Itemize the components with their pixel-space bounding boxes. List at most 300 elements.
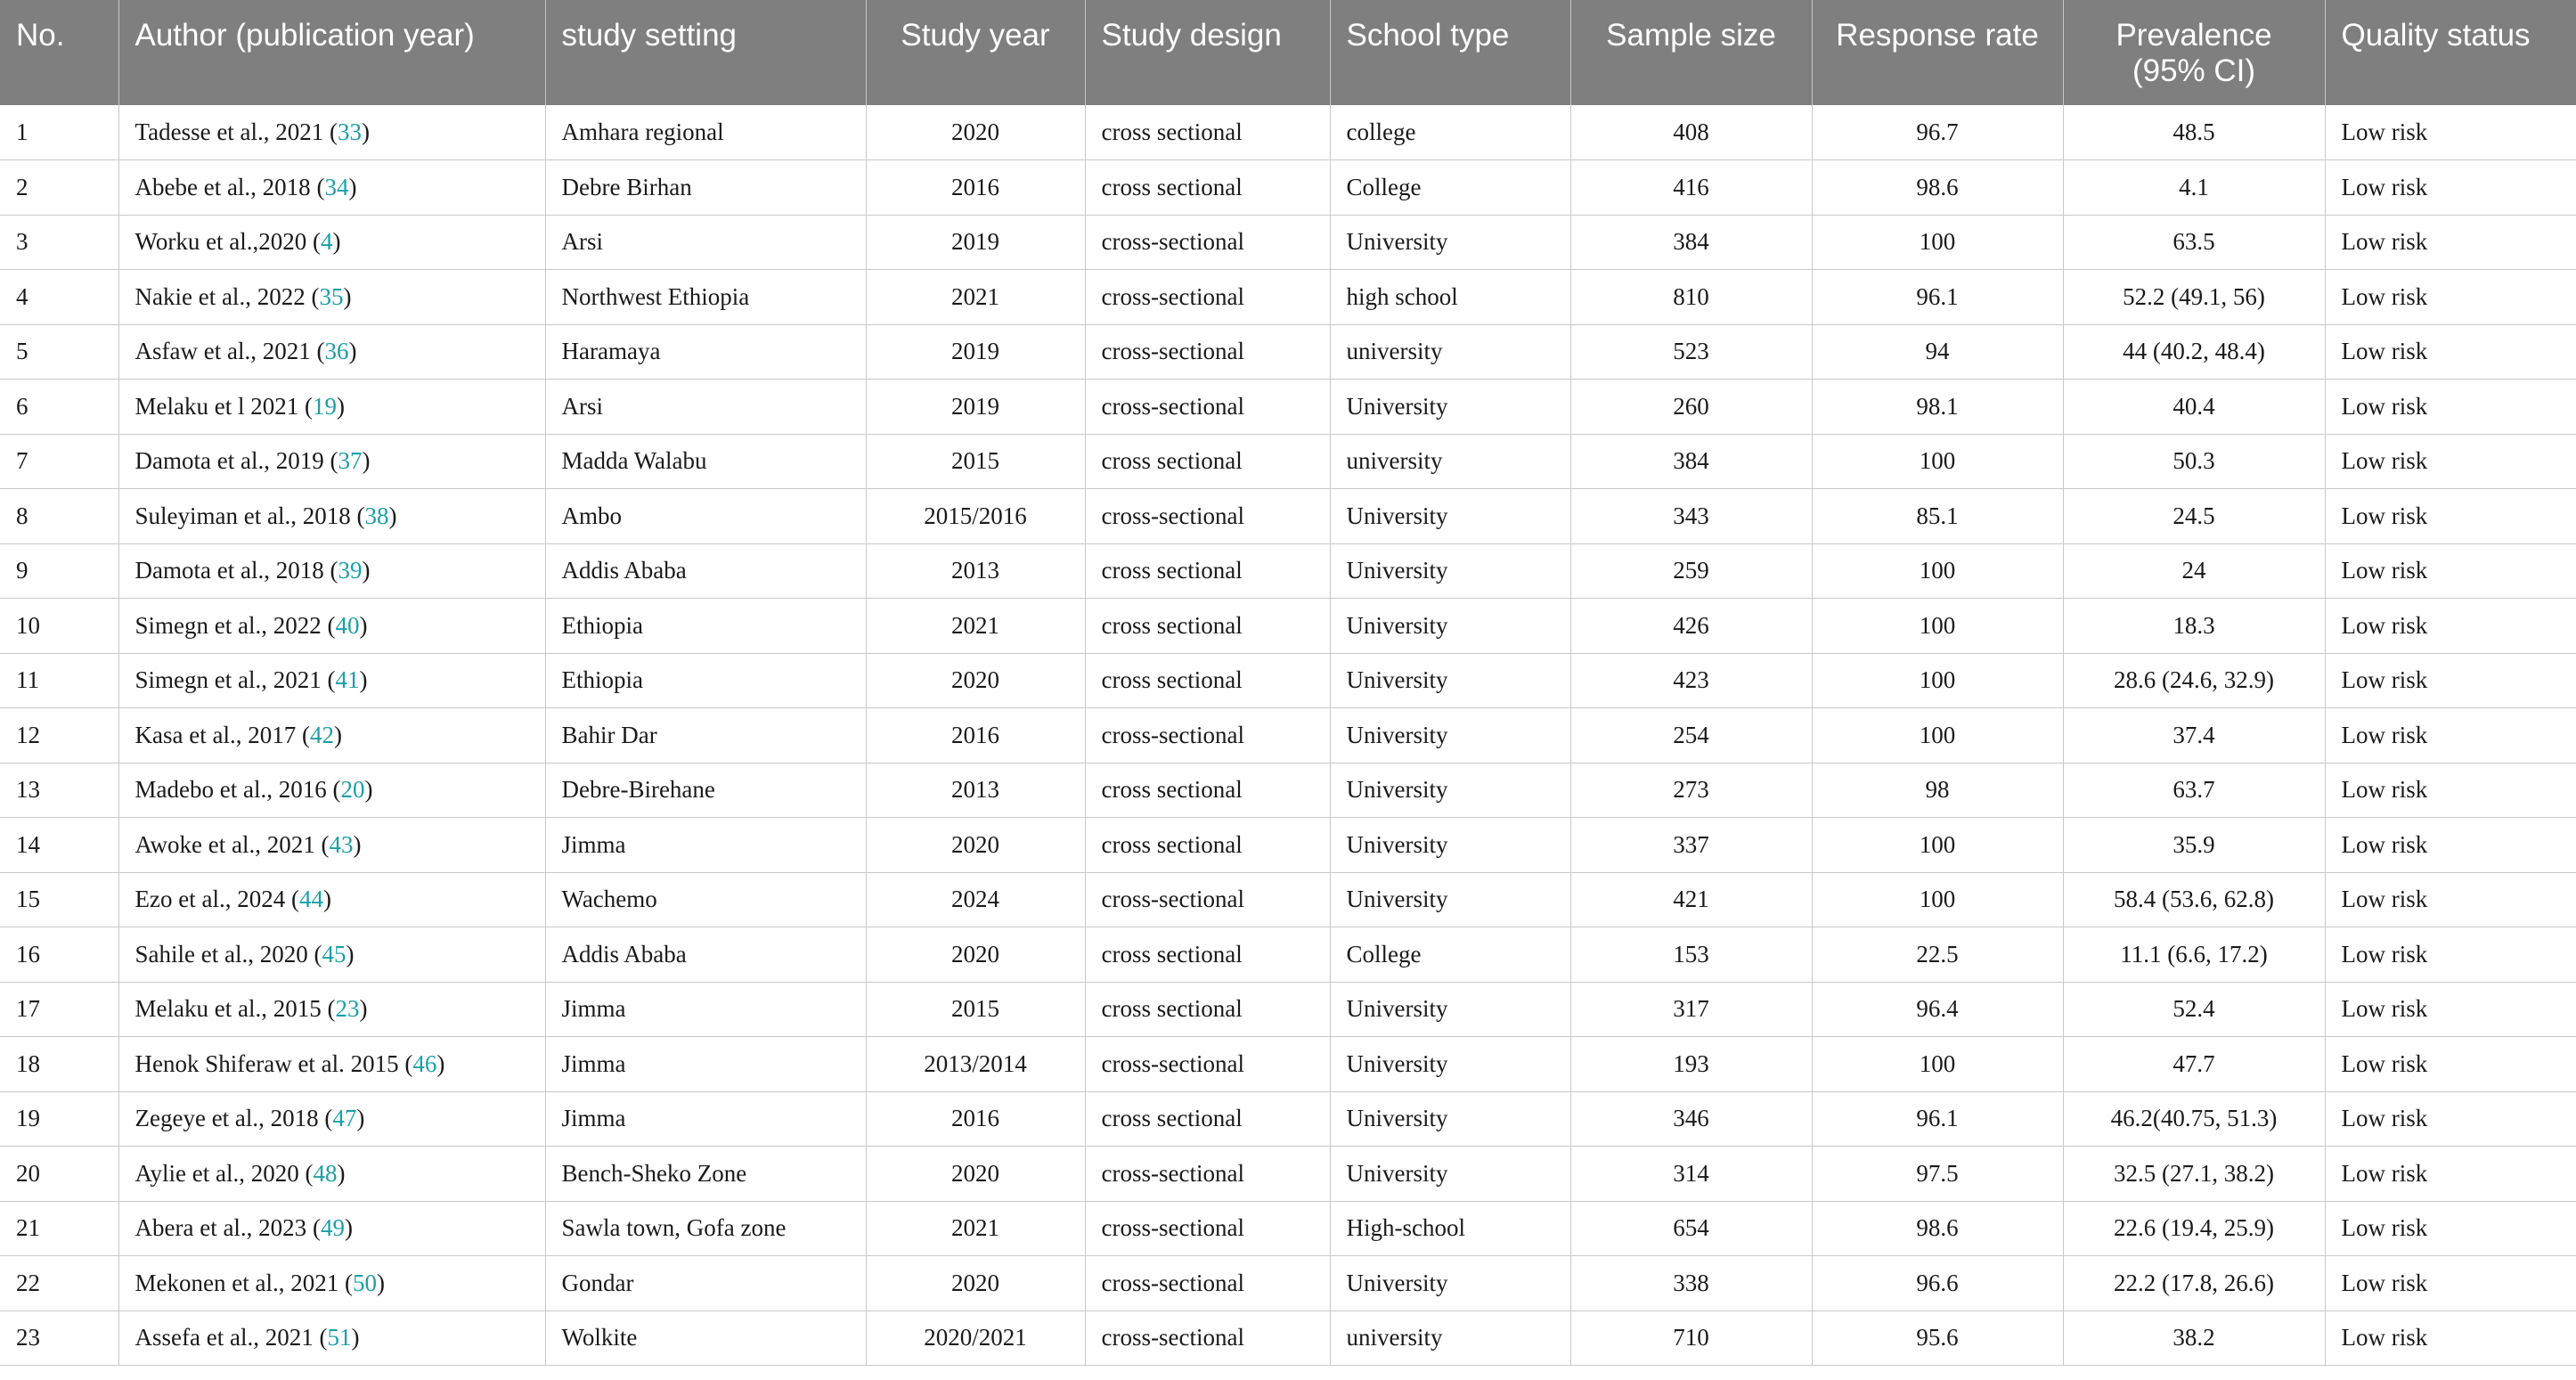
cell-setting: Arsi [545,215,866,270]
table-row [0,215,2576,270]
cell-quality: Low risk [2325,215,2576,270]
cell-response-rate: 98.6 [1812,1201,2063,1256]
cell-author: Damota et al., 2018 (39) [118,543,545,599]
cell-setting: Addis Ababa [545,927,866,983]
cell-school-type: University [1330,599,1570,654]
cell-response-rate: 100 [1812,1037,2063,1092]
cell-prevalence: 40.4 [2063,380,2325,435]
cell-setting: Ambo [545,489,866,544]
cell-school-type: University [1330,708,1570,763]
cell-author: Worku et al.,2020 (4) [118,215,545,270]
cell-no: 11 [0,653,118,708]
cell-author: Zegeye et al., 2018 (47) [118,1091,545,1147]
cell-school-type: University [1330,872,1570,927]
cell-design: cross sectional [1085,1091,1330,1147]
cell-author: Nakie et al., 2022 (35) [118,270,545,325]
cell-school-type: college [1330,105,1570,160]
cell-setting: Arsi [545,380,866,435]
cell-study-year: 2019 [866,324,1085,380]
cell-sample-size: 710 [1570,1311,1812,1366]
cell-prevalence: 24 [2063,543,2325,599]
cell-sample-size: 338 [1570,1256,1812,1311]
cell-study-year: 2020 [866,105,1085,160]
cell-quality: Low risk [2325,818,2576,873]
cell-no: 1 [0,105,118,160]
cell-author: Aylie et al., 2020 (48) [118,1147,545,1202]
cell-setting: Ethiopia [545,599,866,654]
reference-link[interactable]: 4 [321,228,333,256]
header-study-year: Study year [866,0,1085,105]
author-text: Tadesse et al., 2021 [135,118,324,145]
table-row [0,380,2576,435]
reference-link[interactable]: 37 [338,447,363,475]
cell-author: Henok Shiferaw et al. 2015 (46) [118,1037,545,1092]
author-text: Simegn et al., 2021 [135,666,322,694]
cell-quality: Low risk [2325,1256,2576,1311]
cell-setting: Gondar [545,1256,866,1311]
cell-author: Awoke et al., 2021 (43) [118,818,545,873]
cell-setting: Wachemo [545,872,866,927]
cell-design: cross-sectional [1085,215,1330,270]
cell-school-type: University [1330,1037,1570,1092]
cell-prevalence: 22.2 (17.8, 26.6) [2063,1256,2325,1311]
cell-prevalence: 18.3 [2063,599,2325,654]
table-body [0,105,2576,1366]
cell-design: cross-sectional [1085,708,1330,763]
cell-response-rate: 94 [1812,324,2063,380]
header-author: Author (publication year) [118,0,545,105]
author-text: Awoke et al., 2021 [135,830,315,858]
cell-no: 23 [0,1311,118,1366]
cell-sample-size: 260 [1570,380,1812,435]
cell-no: 20 [0,1147,118,1202]
cell-author: Melaku et l 2021 (19) [118,380,545,435]
table-row [0,653,2576,708]
cell-design: cross sectional [1085,599,1330,654]
table-row [0,927,2576,983]
cell-author: Melaku et al., 2015 (23) [118,982,545,1037]
cell-sample-size: 810 [1570,270,1812,325]
cell-school-type: university [1330,1311,1570,1366]
cell-setting: Bench-Sheko Zone [545,1147,866,1202]
cell-prevalence: 47.7 [2063,1037,2325,1092]
cell-response-rate: 100 [1812,653,2063,708]
cell-setting: Jimma [545,982,866,1037]
cell-sample-size: 421 [1570,872,1812,927]
cell-response-rate: 100 [1812,543,2063,599]
reference-link[interactable]: 19 [312,392,337,420]
author-text: Aylie et al., 2020 [135,1159,299,1187]
cell-setting: Jimma [545,1091,866,1147]
cell-prevalence: 52.4 [2063,982,2325,1037]
cell-author: Ezo et al., 2024 (44) [118,872,545,927]
header-no: No. [0,0,118,105]
reference-link[interactable]: 48 [313,1159,338,1187]
header-school-type: School type [1330,0,1570,105]
cell-school-type: College [1330,927,1570,983]
cell-prevalence: 24.5 [2063,489,2325,544]
cell-school-type: University [1330,1091,1570,1147]
cell-author: Abebe et al., 2018 (34) [118,160,545,216]
cell-setting: Addis Ababa [545,543,866,599]
cell-quality: Low risk [2325,1147,2576,1202]
cell-no: 16 [0,927,118,983]
reference-link[interactable]: 51 [327,1324,352,1351]
cell-design: cross sectional [1085,434,1330,489]
reference-link[interactable]: 49 [320,1214,345,1242]
cell-study-year: 2016 [866,708,1085,763]
cell-design: cross-sectional [1085,1311,1330,1366]
cell-setting: Sawla town, Gofa zone [545,1201,866,1256]
cell-study-year: 2021 [866,270,1085,325]
cell-setting: Debre-Birehane [545,763,866,818]
reference-link[interactable]: 40 [335,611,360,639]
cell-study-year: 2015 [866,434,1085,489]
cell-design: cross-sectional [1085,324,1330,380]
cell-sample-size: 259 [1570,543,1812,599]
cell-no: 18 [0,1037,118,1092]
cell-no: 19 [0,1091,118,1147]
cell-quality: Low risk [2325,1037,2576,1092]
author-text: Zegeye et al., 2018 [135,1105,319,1132]
cell-no: 7 [0,434,118,489]
cell-prevalence: 35.9 [2063,818,2325,873]
cell-sample-size: 384 [1570,215,1812,270]
cell-quality: Low risk [2325,160,2576,216]
cell-sample-size: 416 [1570,160,1812,216]
author-text: Abebe et al., 2018 [135,173,311,200]
cell-sample-size: 254 [1570,708,1812,763]
author-text: Damota et al., 2019 [135,447,324,475]
cell-no: 10 [0,599,118,654]
cell-study-year: 2024 [866,872,1085,927]
cell-author: Abera et al., 2023 (49) [118,1201,545,1256]
cell-study-year: 2013 [866,543,1085,599]
cell-school-type: university [1330,434,1570,489]
cell-school-type: College [1330,160,1570,216]
cell-no: 8 [0,489,118,544]
table-row [0,1037,2576,1092]
cell-response-rate: 96.4 [1812,982,2063,1037]
cell-prevalence: 63.7 [2063,763,2325,818]
cell-study-year: 2020 [866,927,1085,983]
cell-response-rate: 22.5 [1812,927,2063,983]
cell-quality: Low risk [2325,599,2576,654]
cell-sample-size: 346 [1570,1091,1812,1147]
author-text: Worku et al.,2020 [135,228,307,256]
cell-no: 14 [0,818,118,873]
cell-quality: Low risk [2325,1091,2576,1147]
table-row [0,1091,2576,1147]
cell-design: cross-sectional [1085,1037,1330,1092]
cell-setting: Jimma [545,818,866,873]
table-row [0,324,2576,380]
cell-school-type: university [1330,324,1570,380]
cell-quality: Low risk [2325,872,2576,927]
reference-link[interactable]: 36 [324,338,349,365]
cell-setting: Madda Walabu [545,434,866,489]
cell-sample-size: 337 [1570,818,1812,873]
reference-link[interactable]: 35 [319,282,344,310]
table-row [0,982,2576,1037]
cell-study-year: 2016 [866,160,1085,216]
cell-quality: Low risk [2325,324,2576,380]
cell-quality: Low risk [2325,982,2576,1037]
reference-link[interactable]: 44 [298,886,323,913]
cell-study-year: 2020/2021 [866,1311,1085,1366]
cell-setting: Wolkite [545,1311,866,1366]
cell-response-rate: 100 [1812,434,2063,489]
cell-response-rate: 100 [1812,818,2063,873]
cell-prevalence: 58.4 (53.6, 62.8) [2063,872,2325,927]
cell-study-year: 2021 [866,599,1085,654]
cell-school-type: University [1330,1147,1570,1202]
reference-link[interactable]: 42 [309,721,334,748]
cell-no: 9 [0,543,118,599]
cell-setting: Bahir Dar [545,708,866,763]
cell-author: Damota et al., 2019 (37) [118,434,545,489]
reference-link[interactable]: 39 [338,557,363,584]
author-text: Simegn et al., 2022 [135,611,322,639]
reference-link[interactable]: 47 [332,1105,357,1132]
author-text: Mekonen et al., 2021 [135,1269,339,1296]
cell-quality: Low risk [2325,927,2576,983]
cell-prevalence: 37.4 [2063,708,2325,763]
header-design: Study design [1085,0,1330,105]
cell-author: Mekonen et al., 2021 (50) [118,1256,545,1311]
cell-school-type: University [1330,380,1570,435]
cell-no: 17 [0,982,118,1037]
cell-design: cross sectional [1085,982,1330,1037]
cell-study-year: 2020 [866,653,1085,708]
table-row [0,818,2576,873]
cell-prevalence: 32.5 (27.1, 38.2) [2063,1147,2325,1202]
cell-design: cross-sectional [1085,1256,1330,1311]
table-row [0,872,2576,927]
cell-study-year: 2015/2016 [866,489,1085,544]
cell-response-rate: 97.5 [1812,1147,2063,1202]
author-text: Suleyiman et al., 2018 [135,502,351,529]
cell-quality: Low risk [2325,1311,2576,1366]
cell-prevalence: 11.1 (6.6, 17.2) [2063,927,2325,983]
reference-link[interactable]: 23 [335,995,360,1023]
author-text: Abera et al., 2023 [135,1214,307,1242]
cell-study-year: 2020 [866,1256,1085,1311]
header-sample-size: Sample size [1570,0,1812,105]
cell-author: Tadesse et al., 2021 (33) [118,105,545,160]
cell-study-year: 2019 [866,215,1085,270]
cell-response-rate: 98 [1812,763,2063,818]
cell-setting: Jimma [545,1037,866,1092]
cell-author: Simegn et al., 2021 (41) [118,653,545,708]
cell-sample-size: 426 [1570,599,1812,654]
cell-author: Simegn et al., 2022 (40) [118,599,545,654]
cell-prevalence: 52.2 (49.1, 56) [2063,270,2325,325]
cell-design: cross sectional [1085,105,1330,160]
cell-prevalence: 28.6 (24.6, 32.9) [2063,653,2325,708]
cell-study-year: 2013 [866,763,1085,818]
cell-author: Assefa et al., 2021 (51) [118,1311,545,1366]
table-row [0,1311,2576,1366]
header-row [0,0,2576,105]
table-row [0,1256,2576,1311]
cell-response-rate: 100 [1812,215,2063,270]
cell-quality: Low risk [2325,489,2576,544]
reference-link[interactable]: 41 [335,666,360,694]
cell-school-type: high school [1330,270,1570,325]
cell-response-rate: 100 [1812,872,2063,927]
cell-sample-size: 273 [1570,763,1812,818]
author-text: Henok Shiferaw et al. 2015 [135,1049,399,1077]
cell-study-year: 2020 [866,818,1085,873]
cell-sample-size: 153 [1570,927,1812,983]
cell-sample-size: 314 [1570,1147,1812,1202]
cell-school-type: University [1330,818,1570,873]
cell-design: cross sectional [1085,818,1330,873]
cell-setting: Haramaya [545,324,866,380]
cell-response-rate: 96.6 [1812,1256,2063,1311]
author-text: Melaku et al., 2015 [135,995,322,1023]
cell-design: cross-sectional [1085,1201,1330,1256]
cell-response-rate: 85.1 [1812,489,2063,544]
cell-response-rate: 95.6 [1812,1311,2063,1366]
cell-prevalence: 4.1 [2063,160,2325,216]
cell-prevalence: 22.6 (19.4, 25.9) [2063,1201,2325,1256]
cell-sample-size: 384 [1570,434,1812,489]
cell-response-rate: 96.1 [1812,270,2063,325]
cell-quality: Low risk [2325,380,2576,435]
cell-author: Sahile et al., 2020 (45) [118,927,545,983]
cell-design: cross sectional [1085,927,1330,983]
cell-no: 15 [0,872,118,927]
cell-sample-size: 193 [1570,1037,1812,1092]
reference-link[interactable]: 38 [364,502,389,529]
cell-sample-size: 523 [1570,324,1812,380]
table-row [0,708,2576,763]
author-text: Ezo et al., 2024 [135,886,286,913]
table-row [0,763,2576,818]
cell-no: 13 [0,763,118,818]
cell-sample-size: 317 [1570,982,1812,1037]
cell-prevalence: 38.2 [2063,1311,2325,1366]
cell-study-year: 2020 [866,1147,1085,1202]
author-text: Madebo et al., 2016 [135,776,327,804]
table-row [0,270,2576,325]
reference-link[interactable]: 20 [340,776,365,804]
cell-prevalence: 63.5 [2063,215,2325,270]
cell-response-rate: 96.1 [1812,1091,2063,1147]
cell-design: cross sectional [1085,763,1330,818]
table-row [0,543,2576,599]
cell-study-year: 2021 [866,1201,1085,1256]
cell-quality: Low risk [2325,543,2576,599]
author-text: Melaku et l 2021 [135,392,299,420]
cell-school-type: University [1330,653,1570,708]
reference-link[interactable]: 33 [338,118,363,145]
cell-study-year: 2019 [866,380,1085,435]
cell-quality: Low risk [2325,105,2576,160]
cell-response-rate: 100 [1812,599,2063,654]
header-response-rate: Response rate [1812,0,2063,105]
cell-school-type: High-school [1330,1201,1570,1256]
author-text: Nakie et al., 2022 [135,282,306,310]
cell-design: cross-sectional [1085,270,1330,325]
cell-prevalence: 50.3 [2063,434,2325,489]
cell-prevalence: 44 (40.2, 48.4) [2063,324,2325,380]
cell-study-year: 2015 [866,982,1085,1037]
cell-setting: Ethiopia [545,653,866,708]
cell-author: Suleyiman et al., 2018 (38) [118,489,545,544]
cell-school-type: University [1330,215,1570,270]
cell-quality: Low risk [2325,270,2576,325]
cell-quality: Low risk [2325,1201,2576,1256]
cell-sample-size: 654 [1570,1201,1812,1256]
cell-quality: Low risk [2325,763,2576,818]
author-text: Damota et al., 2018 [135,557,324,584]
cell-no: 3 [0,215,118,270]
cell-no: 12 [0,708,118,763]
cell-setting: Debre Birhan [545,160,866,216]
cell-no: 5 [0,324,118,380]
cell-no: 22 [0,1256,118,1311]
cell-quality: Low risk [2325,653,2576,708]
author-text: Assefa et al., 2021 [135,1324,314,1351]
cell-response-rate: 96.7 [1812,105,2063,160]
cell-sample-size: 423 [1570,653,1812,708]
cell-study-year: 2016 [866,1091,1085,1147]
cell-quality: Low risk [2325,708,2576,763]
reference-link[interactable]: 50 [352,1269,377,1296]
cell-setting: Amhara regional [545,105,866,160]
author-text: Asfaw et al., 2021 [135,338,311,365]
cell-no: 6 [0,380,118,435]
cell-study-year: 2013/2014 [866,1037,1085,1092]
table-row [0,160,2576,216]
cell-design: cross-sectional [1085,489,1330,544]
cell-author: Madebo et al., 2016 (20) [118,763,545,818]
cell-setting: Northwest Ethiopia [545,270,866,325]
reference-link[interactable]: 43 [329,830,354,858]
cell-no: 21 [0,1201,118,1256]
cell-school-type: University [1330,1256,1570,1311]
cell-design: cross-sectional [1085,1147,1330,1202]
cell-prevalence: 48.5 [2063,105,2325,160]
cell-author: Asfaw et al., 2021 (36) [118,324,545,380]
cell-school-type: University [1330,543,1570,599]
cell-design: cross sectional [1085,543,1330,599]
author-text: Sahile et al., 2020 [135,940,308,968]
header-quality: Quality status [2325,0,2576,105]
cell-sample-size: 408 [1570,105,1812,160]
reference-link[interactable]: 46 [412,1049,437,1077]
author-text: Kasa et al., 2017 [135,721,297,748]
cell-school-type: University [1330,982,1570,1037]
cell-design: cross-sectional [1085,380,1330,435]
cell-no: 2 [0,160,118,216]
cell-school-type: University [1330,763,1570,818]
reference-link[interactable]: 34 [324,173,349,200]
cell-no: 4 [0,270,118,325]
table-row [0,434,2576,489]
reference-link[interactable]: 45 [322,940,346,968]
table-row [0,1147,2576,1202]
table-row [0,599,2576,654]
cell-quality: Low risk [2325,434,2576,489]
table-row [0,105,2576,160]
table-row [0,1201,2576,1256]
header-prevalence: Prevalence (95% CI) [2063,0,2325,105]
cell-response-rate: 100 [1812,708,2063,763]
